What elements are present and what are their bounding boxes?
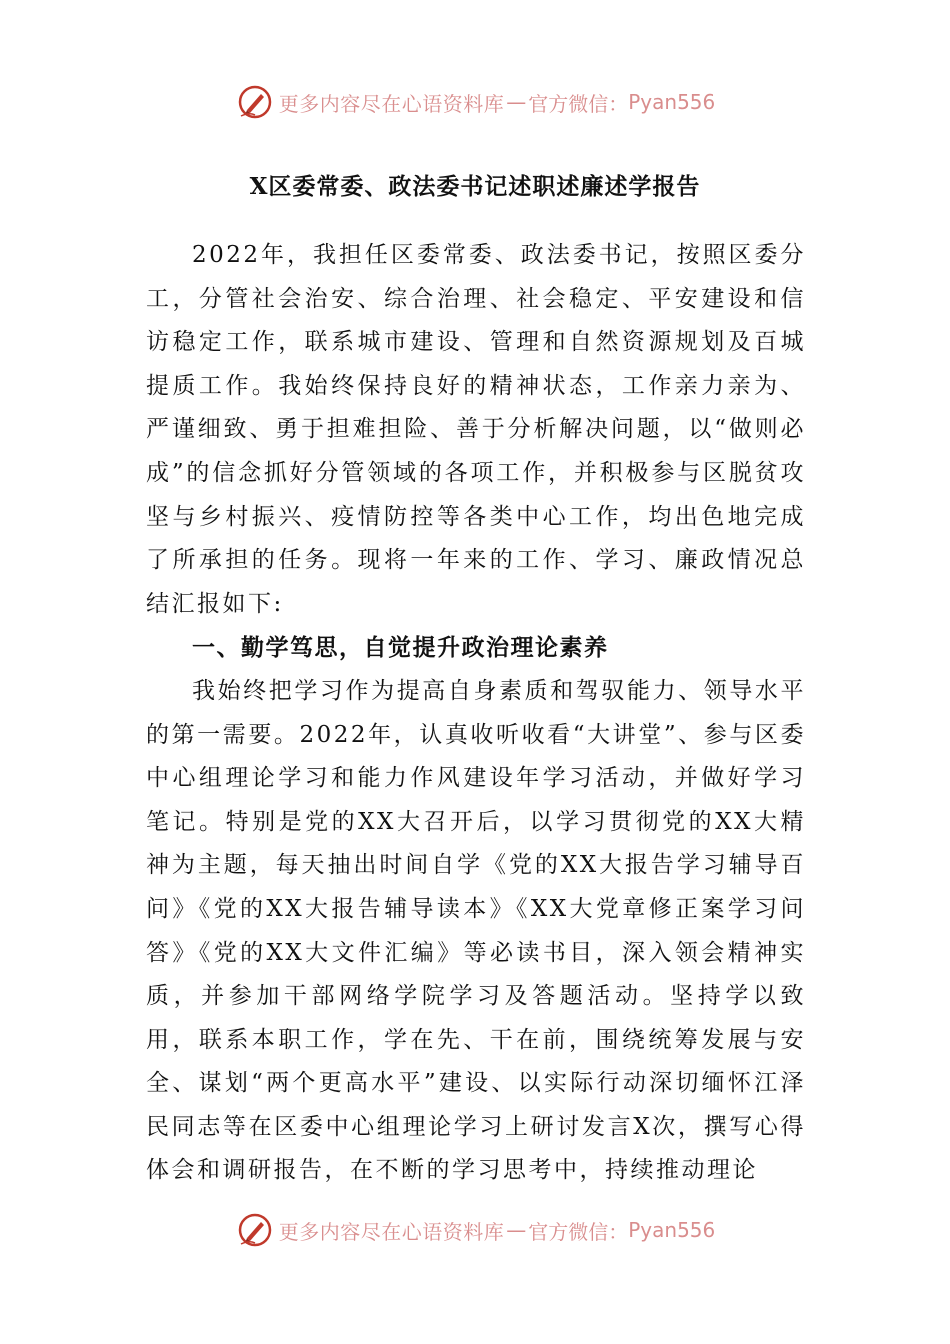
- section-paragraph: 我始终把学习作为提高自身素质和驾驭能力、领导水平的第一需要。2022年，认真收听收看“大讲堂”、参与区委中心组理论学习和能力作风建设年学习活动，并做好学习笔记。特别是党的XX大召开后，以学习贯彻党的XX大精神为主题，每天抽出时间自学《党的XX大报告学习辅导百问》《党的XX大报告辅导读本》《XX大党章修正案学习问答》《党的XX大文件汇编》等必读书目，深入领会精神实质，并参加干部网络学院学习及答题活动。坚持学以致用，联系本职工作，学在先、干在前，围绕统筹发展与安全、谋划“两个更高水平”建设、以实际行动深切缅怀江泽民同志等在区委中心组理论学习上研讨发言X次，撰写心得体会和调研报告，在不断的学习思考中，持续推动理论: [146, 677, 806, 1184]
- banner-wechat-id: Pyan556: [628, 90, 716, 114]
- banner-wechat-label: 官方微信：: [528, 91, 629, 116]
- footer-banner: [0, 1208, 950, 1252]
- header-banner: [0, 80, 950, 124]
- document-body: [146, 234, 806, 1193]
- banner-text: 更多内容尽在心语资料库: [278, 1219, 505, 1244]
- intro-paragraph: 2022年，我担任区委常委、政法委书记，按照区委分工，分管社会治安、综合治理、社会稳定、平安建设和信访稳定工作，联系城市建设、管理和自然资源规划及百城提质工作。我始终保持良好的精神状态，工作亲力亲为、严谨细致、勇于担难担险、善于分析解决问题，以“做则必成”的信念抓好分管领域的各项工作，并积极参与区脱贫攻坚与乡村振兴、疫情防控等各类中心工作，均出色地完成了所承担的任务。现将一年来的工作、学习、廉政情况总结汇报如下:: [146, 242, 806, 617]
- section-heading: 一、勤学笃思，自觉提升政治理论素养: [192, 634, 609, 662]
- banner-wechat-label: 官方微信：: [528, 1219, 629, 1244]
- banner-wechat-id: Pyan556: [628, 1218, 716, 1242]
- document-title: X区委常委、政法委书记述职述廉述学报告: [249, 173, 701, 200]
- banner-text: 更多内容尽在心语资料库: [278, 91, 505, 116]
- banner-dash: —: [506, 90, 527, 114]
- pen-circle-logo-icon: [235, 1210, 275, 1250]
- pen-circle-logo-icon: [235, 82, 275, 122]
- banner-dash: —: [506, 1218, 527, 1242]
